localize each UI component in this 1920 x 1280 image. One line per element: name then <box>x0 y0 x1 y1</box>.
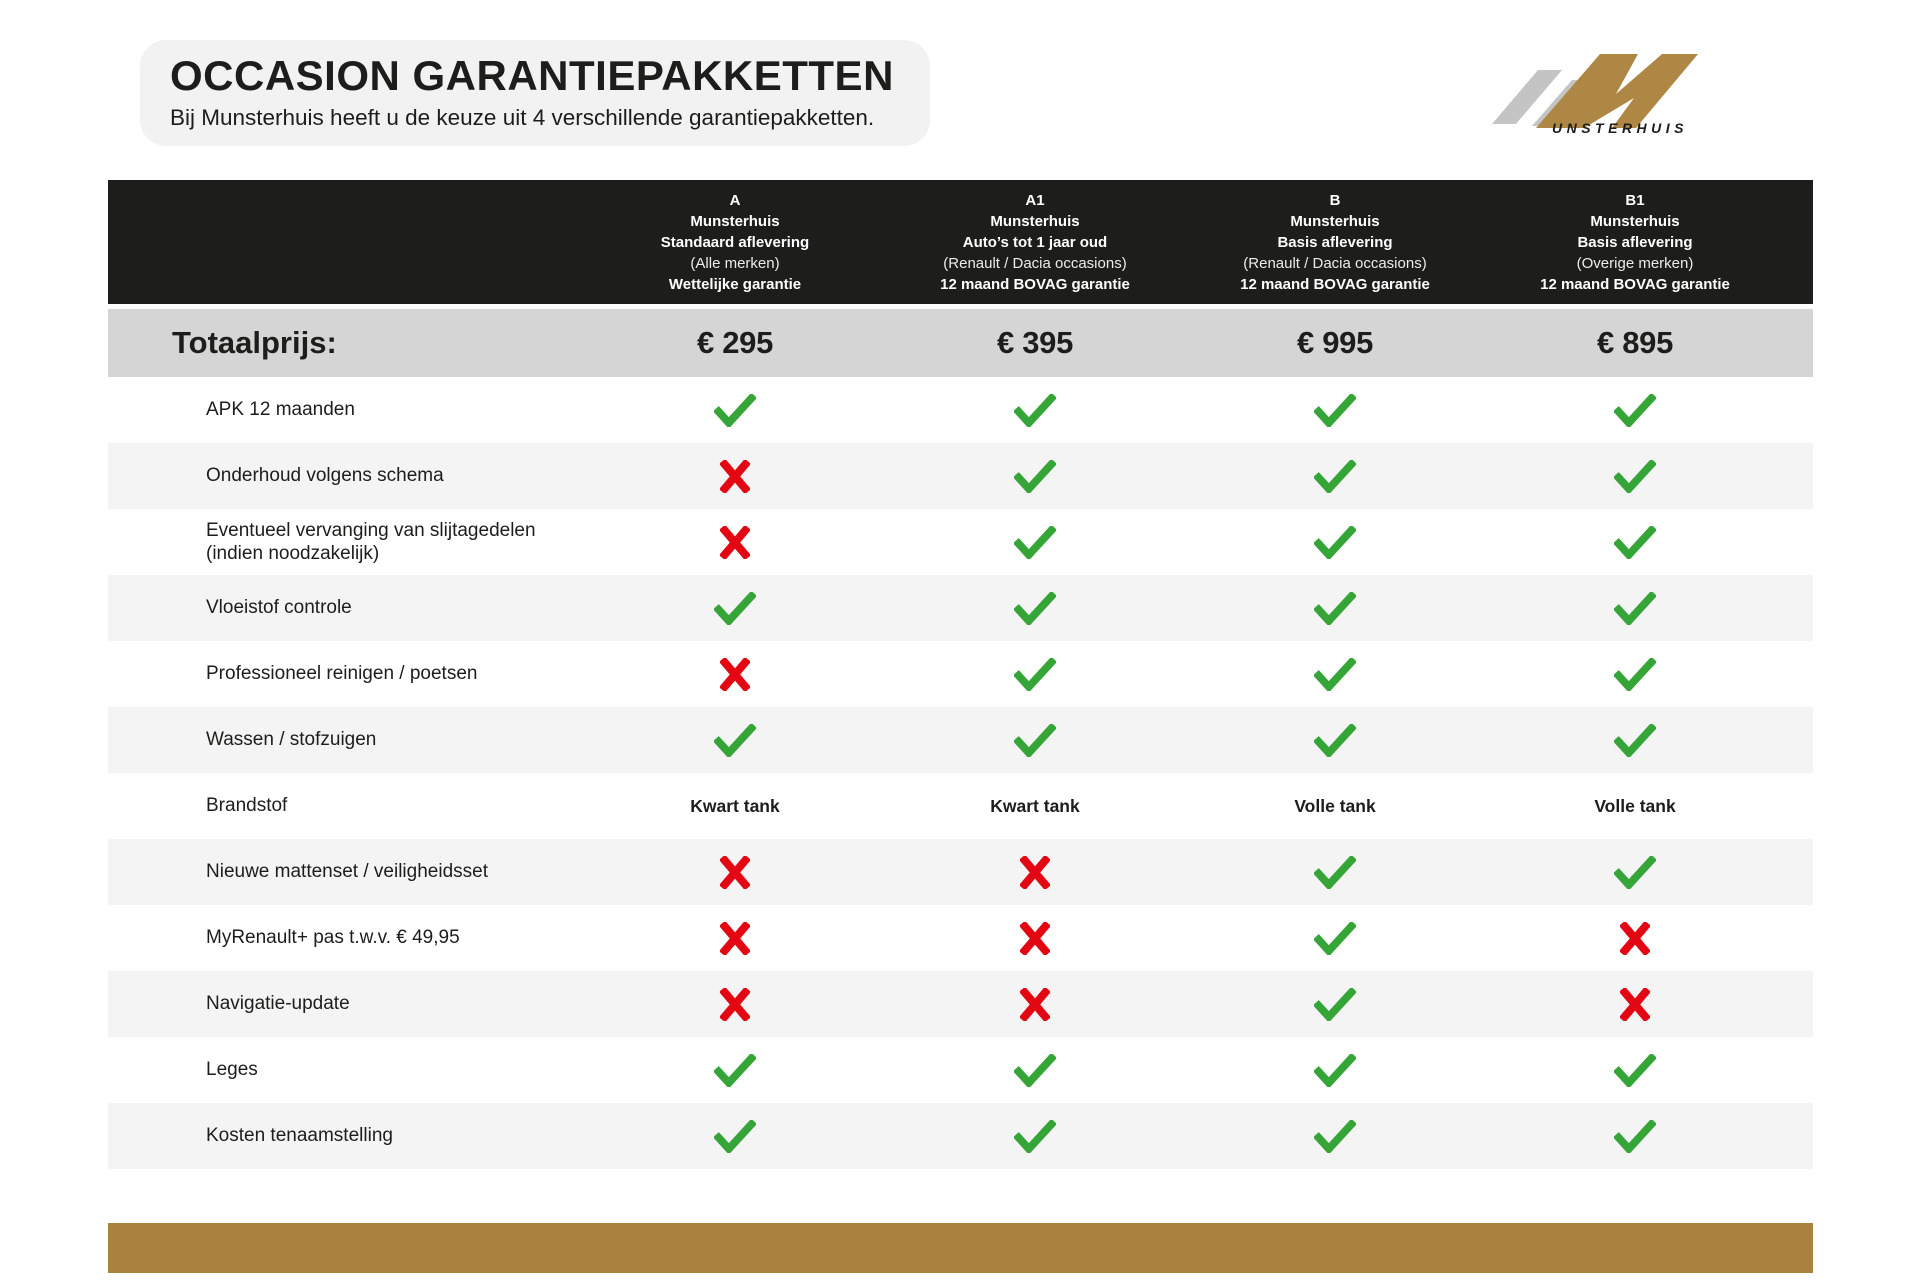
header-package: Basis aflevering <box>1577 233 1693 251</box>
feature-cell-B <box>1185 988 1485 1021</box>
feature-cell-A1 <box>885 526 1185 559</box>
header-warranty: Wettelijke garantie <box>668 275 802 293</box>
feature-cell-A1 <box>885 856 1185 889</box>
feature-cell-B <box>1185 1120 1485 1153</box>
check-icon <box>1314 1120 1356 1153</box>
feature-cell-A <box>585 592 885 625</box>
feature-label-line1: Brandstof <box>206 795 288 817</box>
feature-label-line1: Navigatie-update <box>206 993 350 1015</box>
header-brand: Munsterhuis <box>1290 212 1380 230</box>
header-brand: Munsterhuis <box>690 212 780 230</box>
feature-cell-B <box>1185 856 1485 889</box>
check-icon <box>1614 724 1656 757</box>
feature-cell-B <box>1185 592 1485 625</box>
feature-cell-A1 <box>885 796 1185 817</box>
feature-cell-A <box>585 460 885 493</box>
check-icon <box>1614 658 1656 691</box>
feature-row <box>108 905 1813 971</box>
check-icon <box>1014 724 1056 757</box>
check-icon <box>1014 592 1056 625</box>
feature-cell-B <box>1185 526 1485 559</box>
header-scope: (Renault / Dacia occasions) <box>1243 254 1427 272</box>
feature-row <box>108 443 1813 509</box>
check-icon <box>714 1054 756 1087</box>
feature-value-text: Kwart tank <box>990 795 1080 816</box>
feature-row <box>108 575 1813 641</box>
feature-cell-A <box>585 922 885 955</box>
check-icon <box>1614 526 1656 559</box>
feature-cell-A <box>585 394 885 427</box>
table-header-row <box>108 180 1813 304</box>
header-scope: (Renault / Dacia occasions) <box>943 254 1127 272</box>
feature-label-line1: Professioneel reinigen / poetsen <box>206 663 478 685</box>
feature-cell-B1 <box>1485 592 1785 625</box>
feature-cell-A1 <box>885 592 1185 625</box>
feature-cell-A1 <box>885 922 1185 955</box>
feature-cell-B1 <box>1485 1120 1785 1153</box>
feature-cell-A <box>585 1054 885 1087</box>
feature-cell-B <box>1185 658 1485 691</box>
feature-cell-B1 <box>1485 856 1785 889</box>
package-column-header-B1 <box>1485 180 1785 304</box>
feature-label <box>108 992 585 1015</box>
feature-label-line1: APK 12 maanden <box>206 399 355 421</box>
check-icon <box>1014 1054 1056 1087</box>
feature-cell-A1 <box>885 1054 1185 1087</box>
feature-row <box>108 1037 1813 1103</box>
feature-cell-B1 <box>1485 796 1785 817</box>
header-warranty: 12 maand BOVAG garantie <box>940 275 1130 293</box>
page-subtitle: Bij Munsterhuis heeft u de keuze uit 4 verschillende garantiepakketten. <box>170 104 875 130</box>
header-brand: Munsterhuis <box>1590 212 1680 230</box>
header-package: Standaard aflevering <box>660 233 810 251</box>
feature-label <box>108 926 585 949</box>
feature-label <box>108 519 585 565</box>
cross-icon <box>720 856 750 889</box>
feature-value-text: Volle tank <box>1594 795 1676 816</box>
cross-icon <box>720 922 750 955</box>
feature-label-line1: Nieuwe mattenset / veiligheidsset <box>206 861 488 883</box>
feature-label <box>108 1124 585 1147</box>
total-price-row <box>108 309 1813 377</box>
feature-row <box>108 773 1813 839</box>
feature-cell-B1 <box>1485 1054 1785 1087</box>
feature-cell-B <box>1185 460 1485 493</box>
header-warranty: 12 maand BOVAG garantie <box>1540 275 1730 293</box>
check-icon <box>714 394 756 427</box>
feature-cell-A <box>585 658 885 691</box>
header-code: B1 <box>1625 191 1645 209</box>
feature-row <box>108 971 1813 1037</box>
package-column-header-A1 <box>885 180 1185 304</box>
check-icon <box>1014 658 1056 691</box>
feature-label <box>108 662 585 685</box>
feature-cell-A <box>585 724 885 757</box>
feature-label <box>108 794 585 817</box>
feature-label-line1: Onderhoud volgens schema <box>206 465 444 487</box>
total-price-A: € 295 <box>696 325 774 360</box>
package-comparison-table <box>108 180 1813 1169</box>
check-icon <box>1614 460 1656 493</box>
cross-icon <box>720 658 750 691</box>
feature-cell-A1 <box>885 658 1185 691</box>
feature-cell-A1 <box>885 460 1185 493</box>
check-icon <box>1314 592 1356 625</box>
check-icon <box>1014 460 1056 493</box>
check-icon <box>1614 856 1656 889</box>
header-scope: (Overige merken) <box>1576 254 1694 272</box>
total-price-B: € 995 <box>1296 325 1374 360</box>
header-code: A1 <box>1025 191 1045 209</box>
cross-icon <box>1620 988 1650 1021</box>
check-icon <box>1314 988 1356 1021</box>
feature-row <box>108 509 1813 575</box>
header-spacer <box>108 180 585 304</box>
feature-cell-A1 <box>885 724 1185 757</box>
feature-label-line1: Leges <box>206 1059 258 1081</box>
header-package: Auto’s tot 1 jaar oud <box>962 233 1108 251</box>
feature-cell-B <box>1185 922 1485 955</box>
feature-label-line1: Eventueel vervanging van slijtagedelen <box>206 519 536 541</box>
feature-cell-B1 <box>1485 394 1785 427</box>
check-icon <box>1614 394 1656 427</box>
feature-label-line1: Vloeistof controle <box>206 597 352 619</box>
feature-row <box>108 839 1813 905</box>
check-icon <box>1014 526 1056 559</box>
feature-cell-B <box>1185 1054 1485 1087</box>
feature-value-text: Volle tank <box>1294 795 1376 816</box>
feature-cell-A1 <box>885 1120 1185 1153</box>
header-scope: (Alle merken) <box>690 254 780 272</box>
total-price-label: Totaalprijs: <box>172 325 337 360</box>
feature-cell-B1 <box>1485 922 1785 955</box>
header-warranty: 12 maand BOVAG garantie <box>1240 275 1430 293</box>
cross-icon <box>720 460 750 493</box>
feature-cell-B <box>1185 724 1485 757</box>
feature-label <box>108 464 585 487</box>
check-icon <box>1614 1054 1656 1087</box>
feature-row <box>108 377 1813 443</box>
munsterhuis-logo <box>1488 46 1728 146</box>
check-icon <box>714 724 756 757</box>
feature-cell-B1 <box>1485 724 1785 757</box>
total-price-B1: € 895 <box>1596 325 1674 360</box>
check-icon <box>1314 856 1356 889</box>
feature-cell-A1 <box>885 988 1185 1021</box>
cross-icon <box>1620 922 1650 955</box>
feature-cell-A <box>585 796 885 817</box>
feature-cell-A <box>585 988 885 1021</box>
feature-label-line1: Wassen / stofzuigen <box>206 729 377 751</box>
check-icon <box>1314 526 1356 559</box>
page-title: OCCASION GARANTIEPAKKETTEN <box>170 52 894 100</box>
bottom-accent-bar <box>108 1223 1813 1273</box>
feature-cell-B1 <box>1485 988 1785 1021</box>
feature-row <box>108 1103 1813 1169</box>
feature-cell-A <box>585 1120 885 1153</box>
feature-row <box>108 707 1813 773</box>
check-icon <box>714 1120 756 1153</box>
check-icon <box>1314 394 1356 427</box>
feature-label <box>108 1058 585 1081</box>
check-icon <box>1314 724 1356 757</box>
cross-icon <box>1020 856 1050 889</box>
header-code: B <box>1329 191 1341 209</box>
feature-cell-A <box>585 526 885 559</box>
feature-label <box>108 596 585 619</box>
check-icon <box>1614 1120 1656 1153</box>
feature-row <box>108 641 1813 707</box>
logo-wordmark: UNSTERHUIS <box>1552 120 1689 136</box>
check-icon <box>1014 1120 1056 1153</box>
check-icon <box>1314 1054 1356 1087</box>
check-icon <box>714 592 756 625</box>
feature-label-line1: MyRenault+ pas t.w.v. € 49,95 <box>206 927 460 949</box>
feature-rows <box>108 377 1813 1169</box>
total-price-A1: € 395 <box>996 325 1074 360</box>
header-brand: Munsterhuis <box>990 212 1080 230</box>
feature-label <box>108 398 585 421</box>
header-package: Basis aflevering <box>1277 233 1393 251</box>
feature-label <box>108 860 585 883</box>
title-card <box>140 40 930 146</box>
package-column-header-A <box>585 180 885 304</box>
check-icon <box>1614 592 1656 625</box>
feature-cell-B <box>1185 796 1485 817</box>
cross-icon <box>1020 988 1050 1021</box>
feature-label <box>108 728 585 751</box>
check-icon <box>1014 394 1056 427</box>
feature-value-text: Kwart tank <box>690 795 780 816</box>
cross-icon <box>720 988 750 1021</box>
check-icon <box>1314 460 1356 493</box>
feature-cell-B1 <box>1485 658 1785 691</box>
check-icon <box>1314 658 1356 691</box>
feature-cell-A <box>585 856 885 889</box>
cross-icon <box>1020 922 1050 955</box>
feature-cell-B1 <box>1485 460 1785 493</box>
feature-label-line1: Kosten tenaamstelling <box>206 1125 393 1147</box>
feature-cell-A1 <box>885 394 1185 427</box>
feature-cell-B1 <box>1485 526 1785 559</box>
feature-label-line2: (indien noodzakelijk) <box>206 543 380 564</box>
header-code: A <box>729 191 741 209</box>
cross-icon <box>720 526 750 559</box>
feature-cell-B <box>1185 394 1485 427</box>
check-icon <box>1314 922 1356 955</box>
package-column-header-B <box>1185 180 1485 304</box>
